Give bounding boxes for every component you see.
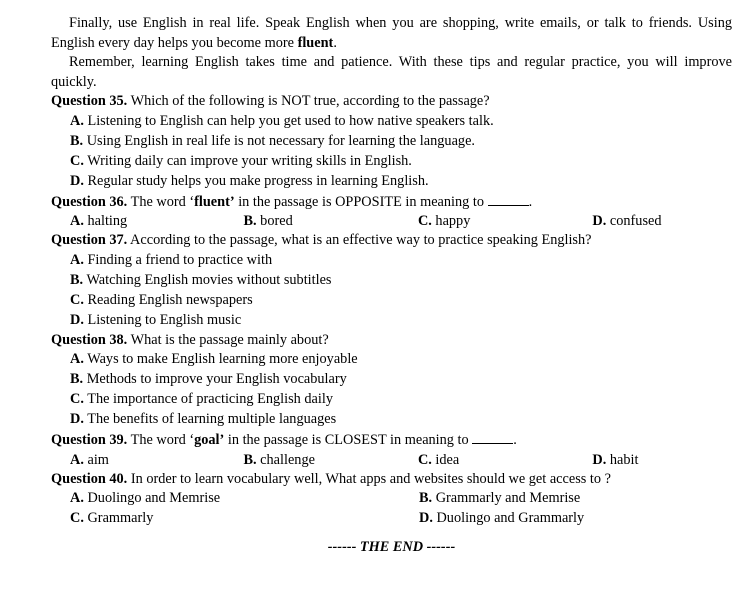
option-letter: C. [70,510,84,526]
option-b[interactable] [70,271,732,291]
options-row [70,509,732,529]
question-label: Question 37. [51,232,128,248]
question-label: Question 38. [51,331,128,348]
option-letter: A. [70,351,84,367]
option-d[interactable] [70,410,732,430]
option-text: Duolingo and Grammarly [432,510,585,526]
option-letter: B. [419,490,433,506]
option-letter: B. [243,213,257,229]
question-text: in the passage is CLOSEST in meaning to [224,432,473,448]
option-letter: D. [592,451,607,468]
option-letter: D. [70,311,84,328]
option-letter: A. [70,251,84,268]
option-b[interactable] [70,370,732,390]
option-c[interactable] [70,509,419,529]
question-38 [51,331,732,351]
question-text: . [528,193,533,210]
option-letter: D. [592,213,607,229]
question-39 [51,430,732,451]
option-text: Ways to make English learning more enjoyable [83,351,358,367]
option-text: Watching English movies without subtitles [83,271,332,288]
option-letter: C. [70,391,84,407]
option-text: habit [606,451,639,468]
passage-text: Finally, use English in real life. Speak English when you are shopping, write emails, or talk to friends. Using English every day helps you become more [51,15,732,51]
option-letter: C. [417,451,432,468]
question-text: Which of the following is NOT true, according to the passage? [127,93,490,109]
passage-bold-word: fluent [297,34,334,51]
option-a[interactable] [70,112,732,132]
option-letter: B. [70,271,84,288]
option-text: idea [431,451,460,468]
option-d[interactable] [70,172,732,192]
option-text: The benefits of learning multiple languages [83,411,337,427]
option-b[interactable] [243,212,417,231]
option-letter: D. [70,172,84,189]
option-d[interactable] [592,212,732,231]
option-text: Grammarly and Memrise [432,490,581,506]
options-row [70,212,732,231]
question-bold-word: goal’ [194,432,225,448]
option-a[interactable] [70,350,732,370]
option-letter: C. [70,291,84,308]
question-text: What is the passage mainly about? [127,331,329,348]
option-c[interactable] [418,451,592,470]
question-text: in the passage is OPPOSITE in meaning to [234,193,488,210]
option-text: Using English in real life is not necessary for learning the language. [83,132,475,149]
option-letter: B. [243,451,257,468]
option-letter: A. [70,112,84,129]
option-a[interactable] [70,451,243,470]
option-letter: D. [70,411,84,427]
the-end-footer: ------ THE END ------ [327,539,456,555]
option-letter: A. [70,451,84,468]
option-text: Writing daily can improve your writing skills in English. [83,152,412,169]
question-label: Question 40. [51,470,128,487]
question-text: . [513,432,517,448]
passage-paragraph-1 [51,14,732,53]
option-letter: C. [417,213,432,229]
option-b[interactable] [419,489,719,509]
question-text: According to the passage, what is an effective way to practice speaking English? [127,232,592,248]
passage-text: . [333,34,337,51]
question-text: The word ‘ [127,432,195,448]
option-text: happy [431,213,471,229]
question-36 [51,192,732,213]
option-text: Finding a friend to practice with [83,251,273,268]
question-label: Question 35. [51,93,128,109]
option-letter: A. [70,490,84,506]
option-text: bored [256,213,293,229]
option-text: challenge [256,451,315,468]
options-row [70,451,732,470]
option-text: Regular study helps you make progress in learning English. [83,172,429,189]
option-letter: C. [70,152,84,169]
option-text: The importance of practicing English daily [83,391,333,407]
option-letter: B. [70,371,84,387]
option-d[interactable] [419,509,719,529]
question-text: In order to learn vocabulary well, What apps and websites should we get access to ? [127,470,611,487]
option-text: Listening to English music [83,311,242,328]
option-b[interactable] [70,132,732,152]
option-b[interactable] [243,451,417,470]
answer-blank [488,192,529,206]
option-d[interactable] [592,451,732,470]
passage-paragraph-2 [51,53,732,92]
option-text: confused [606,213,662,229]
question-35 [51,92,732,112]
options-row [70,489,732,509]
question-label: Question 39. [51,432,128,448]
option-text: Methods to improve your English vocabulary [83,371,347,387]
option-text: Listening to English can help you get used to how native speakers talk. [83,112,494,129]
answer-blank [472,430,513,444]
option-text: Grammarly [83,510,154,526]
option-a[interactable] [70,489,419,509]
option-c[interactable] [418,212,592,231]
option-a[interactable] [70,212,243,231]
question-37 [51,231,732,251]
question-bold-word: fluent’ [194,193,235,210]
worksheet-page [51,14,732,555]
option-text: Reading English newspapers [83,291,253,308]
question-40 [51,470,732,490]
option-text: aim [83,451,109,468]
option-letter: A. [70,213,84,229]
option-c[interactable] [70,291,732,311]
option-c[interactable] [70,152,732,172]
question-label: Question 36. [51,193,128,210]
option-letter: B. [70,132,84,149]
option-text: Duolingo and Memrise [83,490,221,506]
option-c[interactable] [70,390,732,410]
option-d[interactable] [70,311,732,331]
question-text: The word ‘ [127,193,195,210]
option-letter: D. [419,510,433,526]
option-a[interactable] [70,251,732,271]
option-text: halting [83,213,128,229]
passage-text: Remember, learning English takes time and patience. With these tips and regular practice, you will improve quickly. [51,54,732,90]
